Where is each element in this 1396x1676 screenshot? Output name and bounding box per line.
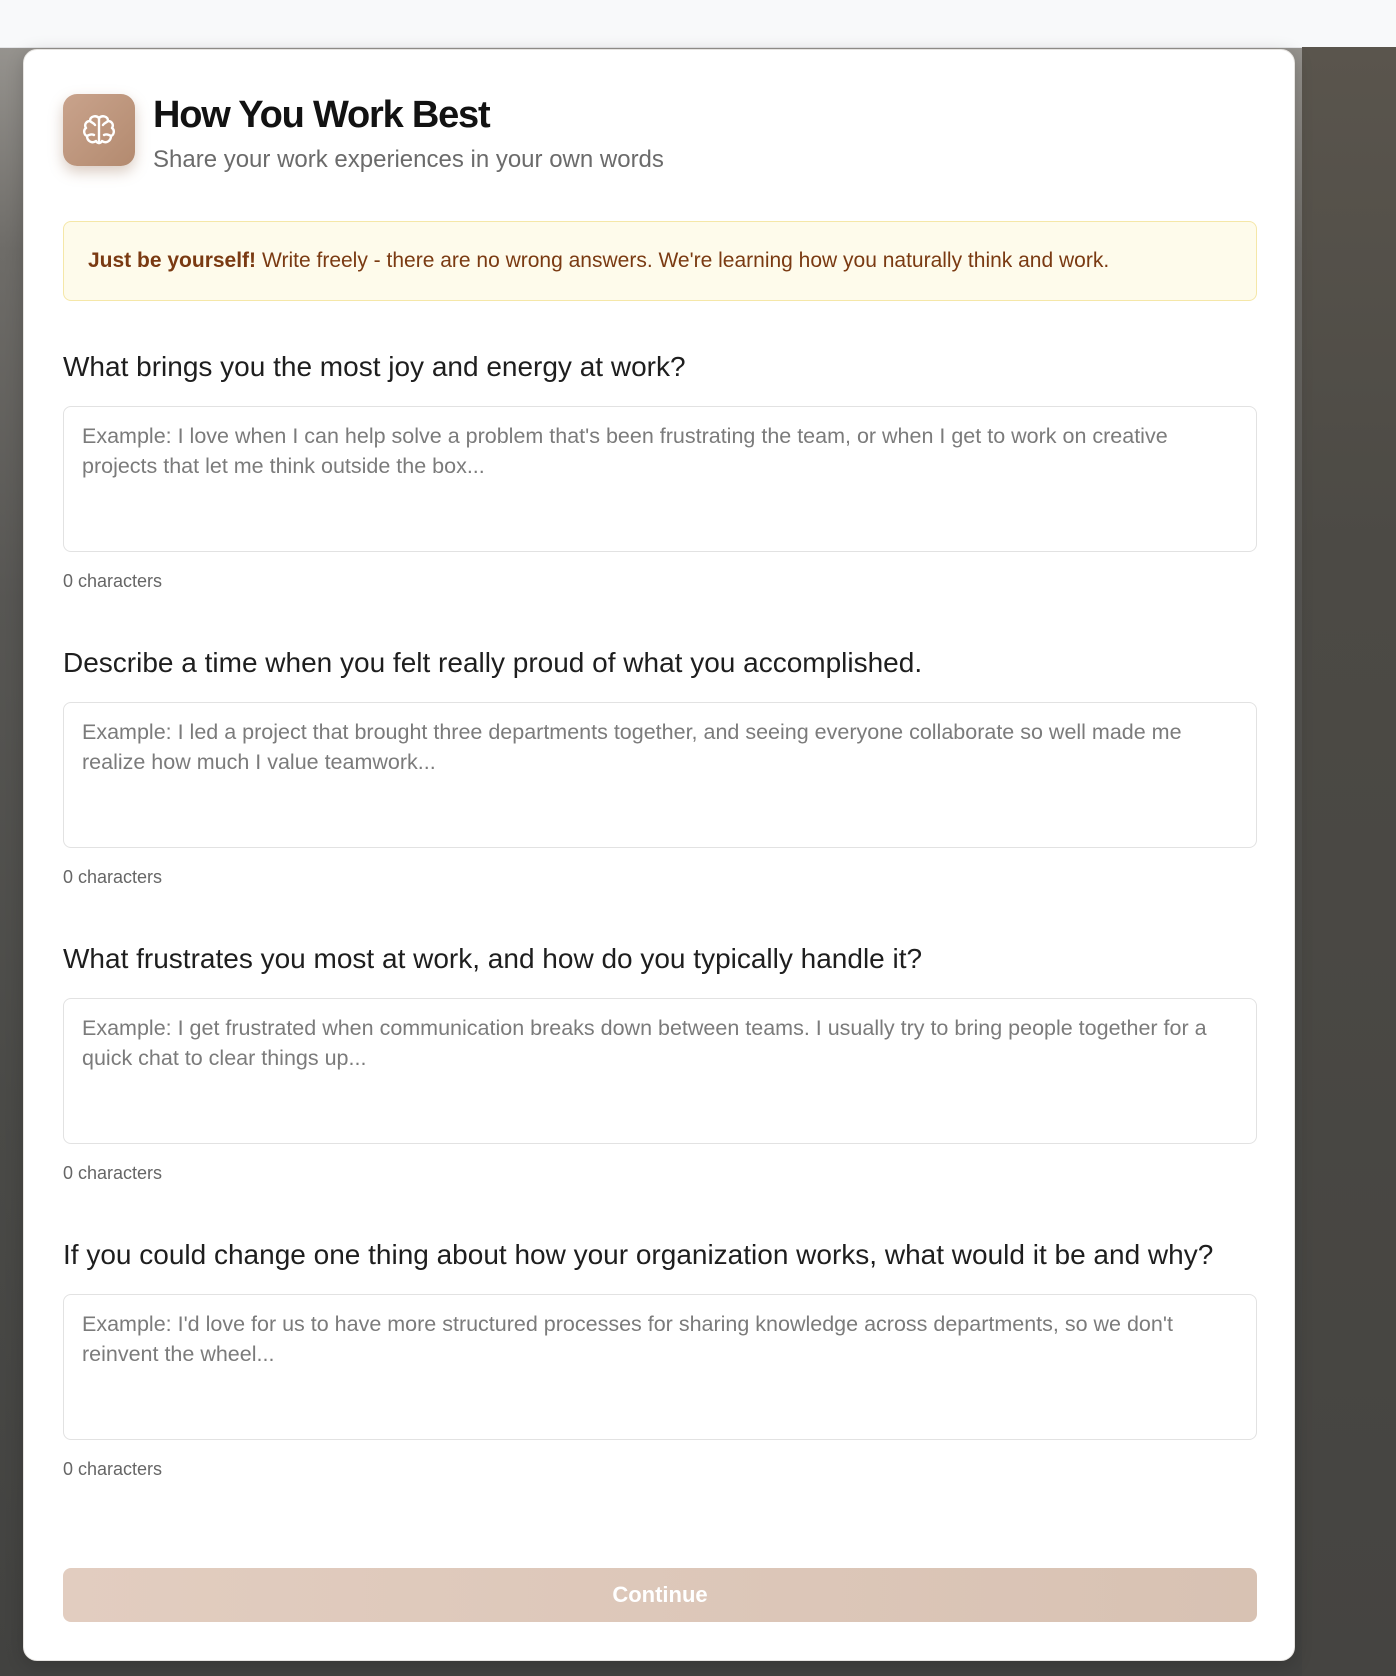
character-count: 0 characters <box>63 571 163 591</box>
background-edge <box>1302 47 1396 1676</box>
character-count: 0 characters <box>63 1163 163 1183</box>
answer-textarea[interactable] <box>63 406 1257 552</box>
browser-top-bar <box>0 0 1396 48</box>
answer-textarea[interactable] <box>63 702 1257 848</box>
character-count: 0 characters <box>63 1459 163 1479</box>
brain-icon <box>63 94 135 166</box>
survey-card <box>23 49 1295 1661</box>
question-label: Describe a time when you felt really proud of what you accomplished. <box>63 647 923 678</box>
page-header <box>63 94 664 174</box>
title-block <box>153 94 664 174</box>
question-label: What brings you the most joy and energy at work? <box>63 351 686 382</box>
continue-button[interactable]: Continue <box>63 1568 1257 1622</box>
question-frustrations <box>63 942 1257 1184</box>
notice-text: Write freely - there are no wrong answers. We're learning how you naturally think and work. <box>262 249 1110 272</box>
info-notice <box>63 221 1257 301</box>
answer-textarea[interactable] <box>63 1294 1257 1440</box>
question-change <box>63 1238 1257 1480</box>
question-proud <box>63 646 1257 888</box>
question-joy <box>63 350 1257 592</box>
question-label: If you could change one thing about how your organization works, what would it be and why? <box>63 1239 1214 1270</box>
character-count: 0 characters <box>63 867 163 887</box>
page-subtitle: Share your work experiences in your own words <box>153 146 664 173</box>
notice-emphasis: Just be yourself! <box>88 249 257 272</box>
question-label: What frustrates you most at work, and how do you typically handle it? <box>63 943 923 974</box>
page-title: How You Work Best <box>153 94 490 136</box>
answer-textarea[interactable] <box>63 998 1257 1144</box>
